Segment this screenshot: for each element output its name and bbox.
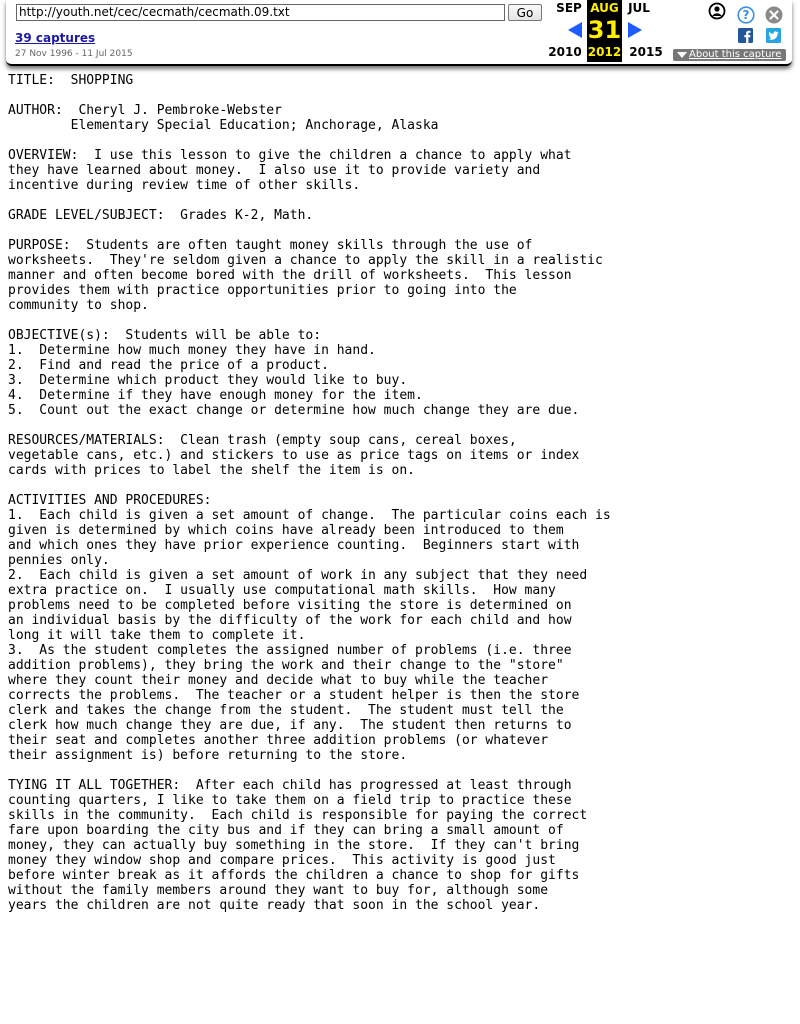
about-capture-button[interactable] (673, 49, 786, 61)
about-capture-label: About this capture (689, 49, 782, 60)
next-capture-month[interactable]: JUL (628, 1, 650, 15)
current-capture-month: AUG (590, 1, 619, 15)
close-icon[interactable] (765, 6, 783, 24)
captures-link[interactable]: 39 captures (15, 31, 96, 45)
go-button[interactable]: Go (508, 4, 542, 21)
current-capture-date (587, 0, 622, 62)
prev-capture-month[interactable]: SEP (556, 1, 582, 15)
caret-down-icon (677, 52, 687, 58)
current-capture-day: 31 (587, 16, 622, 44)
current-capture-year: 2012 (587, 45, 622, 59)
user-icon[interactable] (708, 2, 726, 20)
prev-capture-arrow-icon[interactable] (568, 22, 582, 38)
prev-capture-year[interactable]: 2010 (548, 45, 582, 59)
twitter-icon[interactable] (766, 28, 781, 43)
svg-text:?: ? (742, 8, 750, 23)
capture-date-range: 27 Nov 1996 - 11 Jul 2015 (15, 49, 133, 59)
document-text: TITLE: SHOPPING AUTHOR: Cheryl J. Pembroke-Webster Elementary Special Education; Anchorage, Alaska OVERVIEW: I use this lesson to give the children a chance to apply what they have learned about money. I also use it to provide variety and incentive during review time of other skills. GRADE LEVEL/SUBJECT: Grades K-2, Math. PURPOSE: Students are often taught money skills through the use of worksheets. They're seldom given a chance to apply the skill in a realistic manner and often become bored with the drill of worksheets. This lesson provides them with practice opportunities prior to going into the community to shop. OBJECTIVE(s): Students will be able to: 1. Determine how much money they have in hand. 2. Find and read the price of a product. 3. Determine which product they would like to buy. 4. Determine if they have enough money for the item. 5. Count out the exact change or determine how much change they are due. RESOURCES/MATERIALS: Clean trash (empty soup cans, cereal boxes, vegetable cans, etc.) and stickers to use as price tags on items or index cards with prices to label the shelf the item is on. ACTIVITIES AND PROCEDURES: 1. Each child is given a set amount of change. The particular coins each is given is determined by which coins have already been introduced to them and which ones they have prior experience counting. Beginners start with pennies only. 2. Each child is given a set amount of work in any subject that they need extra practice on. I usually use computational math skills. How many problems need to be completed before visiting the store is determined on an individual basis by the difficulty of the work for each child and how long it will take them to complete it. 3. As the student completes the assigned number of problems (i.e. three addition problems), they bring the work and their change to the "store" where they count their money and decide what to buy while the teacher corrects the problems. The teacher or a student helper is then the store clerk and takes the change from the student. The student must tell the clerk how much change they are due, if any. The student then returns to their seat and completes another three addition problems (or whatever their assignment is) before returning to the store. TYING IT ALL TOGETHER: After each child has progressed at least through counting quarters, I like to take them on a field trip to practice these skills in the community. Each child is responsible for paying the correct fare upon boarding the city bus and if they can bring a small amount of money, they can actually buy something in the store. If they can't bring money they window shop and compare prices. This activity is good just before winter break as it affords the children a chance to shop for gifts without the family members around they want to buy for, although some years the children are not quite ready that soon in the school year. (8, 73, 611, 913)
url-input[interactable] (16, 4, 505, 21)
next-capture-year[interactable]: 2015 (629, 45, 663, 59)
next-capture-arrow-icon[interactable] (628, 22, 642, 38)
help-icon[interactable] (737, 6, 755, 24)
wayback-toolbar (6, 0, 792, 66)
facebook-icon[interactable] (738, 28, 753, 43)
